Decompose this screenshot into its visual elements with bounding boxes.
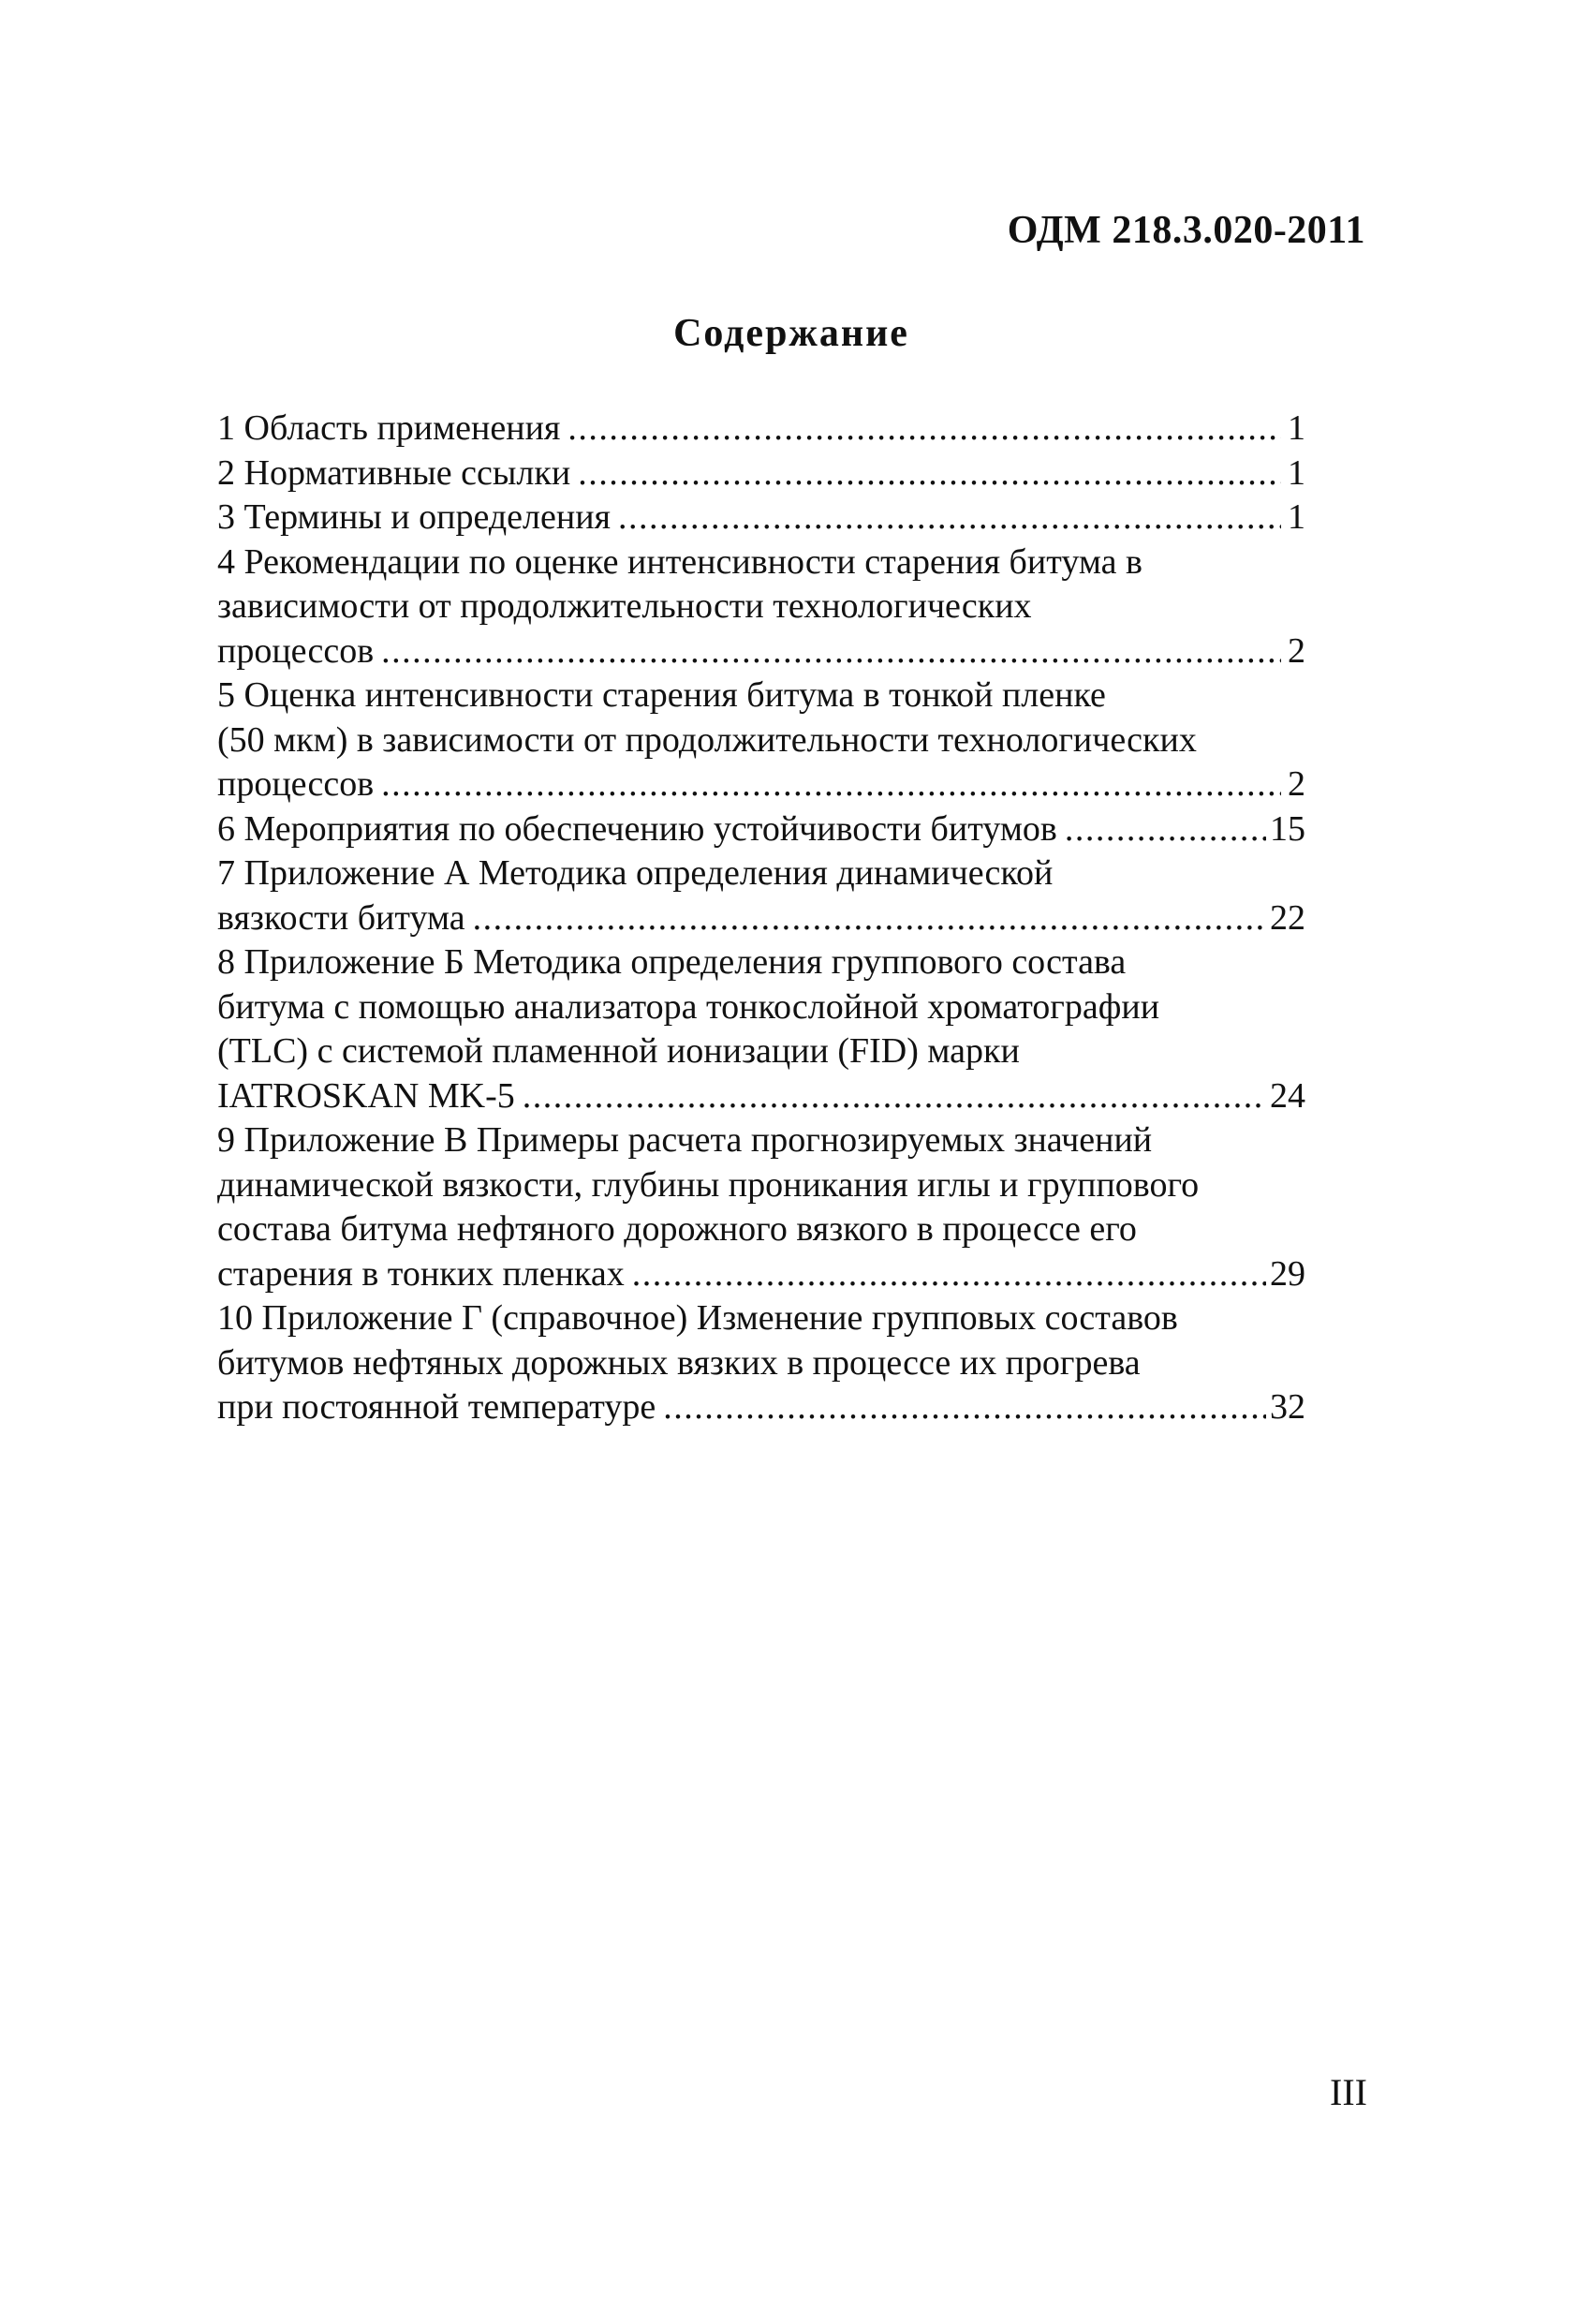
table-of-contents — [217, 407, 1305, 1430]
toc-entry-text: зависимости от продолжительности технологических — [217, 586, 1032, 626]
toc-entry-text: (TLC) с системой пламенной ионизации (FID) марки — [217, 1031, 1020, 1071]
dot-leader — [632, 1252, 1266, 1297]
page-number: III — [1330, 2071, 1367, 2113]
toc-entry[interactable] — [217, 451, 1305, 496]
toc-entry-text: вязкости битума — [217, 897, 465, 938]
toc-page-number: 24 — [1270, 1075, 1305, 1116]
toc-entry-text: состава битума нефтяного дорожного вязкого в процессе его — [217, 1209, 1137, 1249]
toc-entry-text: битума с помощью анализатора тонкослойной хроматографии — [217, 986, 1160, 1027]
toc-entry-text: 9 Приложение В Примеры расчета прогнозируемых значений — [217, 1120, 1153, 1160]
toc-page-number: 32 — [1270, 1387, 1305, 1427]
dot-leader — [473, 896, 1266, 941]
toc-entry-text: 6 Мероприятия по обеспечению устойчивости битумов — [217, 808, 1057, 849]
toc-entry-last-line — [217, 451, 1305, 496]
toc-page-number: 1 — [1288, 408, 1305, 448]
toc-entry-last-line — [217, 407, 1305, 451]
toc-entry-text: процессов — [217, 630, 375, 671]
dot-leader — [568, 407, 1281, 451]
document-code: ОДМ 218.3.020-2011 — [1007, 209, 1365, 252]
toc-entry-last-line — [217, 762, 1305, 807]
dot-leader — [663, 1385, 1266, 1430]
toc-page-number: 15 — [1270, 808, 1305, 849]
toc-entry[interactable] — [217, 1118, 1305, 1296]
toc-entry-text: при постоянной температуре — [217, 1387, 656, 1427]
toc-title: Содержание — [673, 312, 909, 355]
toc-entry-text: 2 Нормативные ссылки — [217, 452, 571, 493]
toc-entry[interactable] — [217, 807, 1305, 852]
toc-entry-text: битумов нефтяных дорожных вязких в процессе их прогрева — [217, 1342, 1141, 1383]
toc-entry[interactable] — [217, 1296, 1305, 1430]
toc-entry-text: 3 Термины и определения — [217, 497, 612, 537]
toc-page-number: 1 — [1288, 452, 1305, 493]
toc-entry-text: процессов — [217, 764, 375, 804]
toc-entry-text: 10 Приложение Г (справочное) Изменение групповых составов — [217, 1298, 1178, 1338]
toc-entry-text: старения в тонких пленках — [217, 1253, 625, 1294]
toc-entry-last-line — [217, 1252, 1305, 1297]
toc-entry-text: 8 Приложение Б Методика определения группового состава — [217, 942, 1127, 982]
toc-page-number: 2 — [1288, 630, 1305, 671]
toc-entry-text: 7 Приложение А Методика определения динамической — [217, 853, 1054, 893]
toc-entry-last-line — [217, 1385, 1305, 1430]
toc-entry-last-line — [217, 807, 1305, 852]
toc-entry[interactable] — [217, 674, 1305, 807]
dot-leader — [381, 762, 1281, 807]
toc-entry-text: динамической вязкости, глубины проникания иглы и группового — [217, 1164, 1200, 1205]
toc-entry[interactable] — [217, 540, 1305, 674]
toc-entry-last-line — [217, 629, 1305, 674]
toc-entry[interactable] — [217, 496, 1305, 540]
toc-entry-last-line — [217, 496, 1305, 540]
dot-leader — [1065, 807, 1266, 852]
toc-entry-text: 4 Рекомендации по оценке интенсивности старения битума в — [217, 541, 1142, 582]
toc-entry[interactable] — [217, 940, 1305, 1118]
toc-entry-last-line — [217, 1074, 1305, 1119]
toc-entry[interactable] — [217, 407, 1305, 451]
toc-entry[interactable] — [217, 851, 1305, 940]
toc-entry-text: (50 мкм) в зависимости от продолжительности технологических — [217, 719, 1197, 760]
dot-leader — [618, 496, 1281, 540]
toc-page-number: 29 — [1270, 1253, 1305, 1294]
toc-entry-last-line — [217, 896, 1305, 941]
toc-entry-text: 5 Оценка интенсивности старения битума в тонкой пленке — [217, 675, 1106, 715]
toc-page-number: 1 — [1288, 497, 1305, 537]
dot-leader — [523, 1074, 1266, 1119]
toc-page-number: 2 — [1288, 764, 1305, 804]
dot-leader — [381, 629, 1281, 674]
toc-entry-text: IATROSKAN MK-5 — [217, 1075, 515, 1116]
toc-entry-text: 1 Область применения — [217, 408, 561, 448]
toc-page-number: 22 — [1270, 897, 1305, 938]
dot-leader — [578, 451, 1281, 496]
